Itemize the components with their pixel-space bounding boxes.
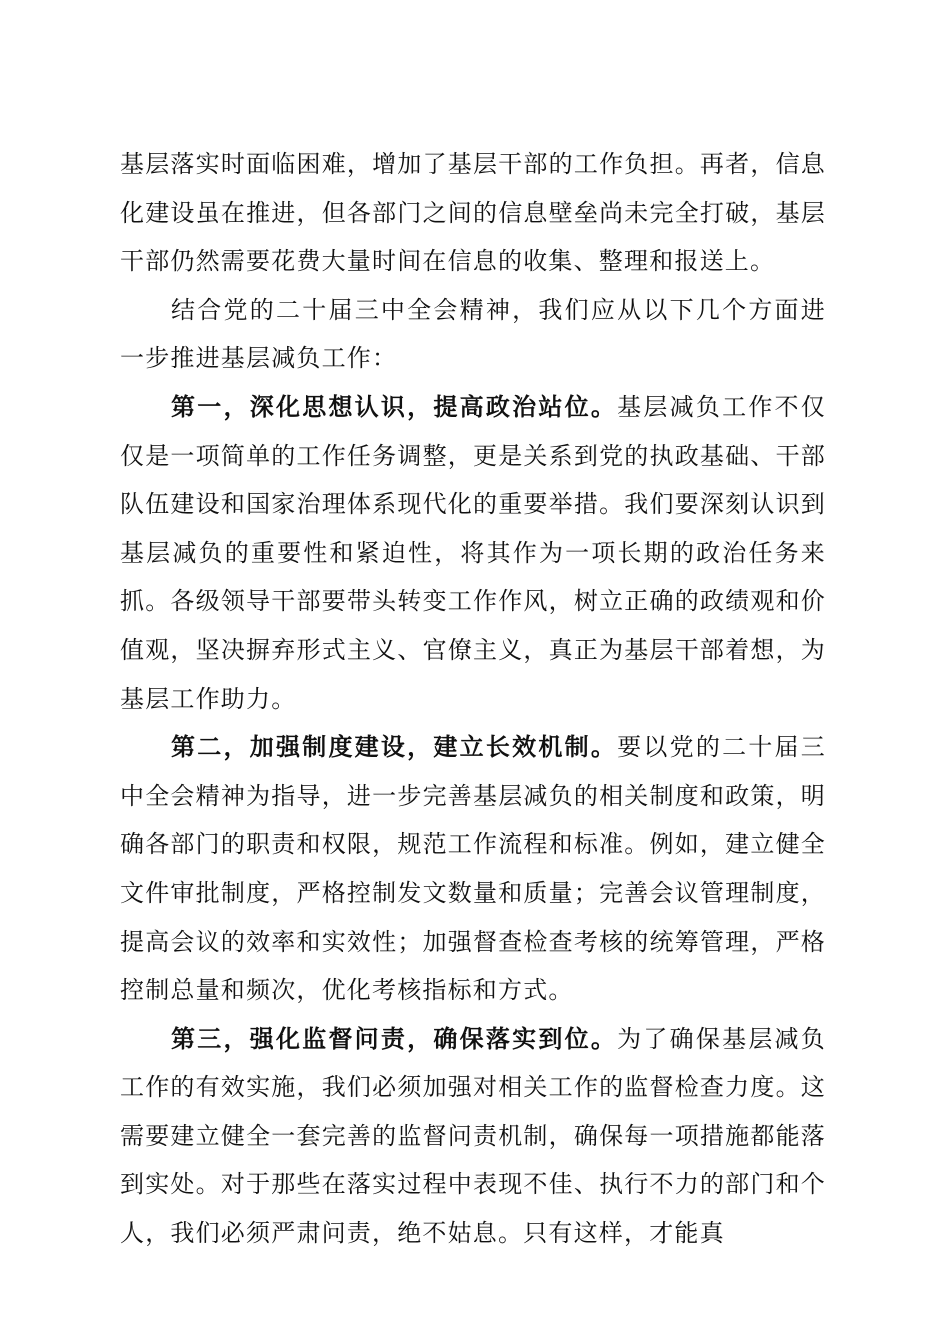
paragraph-point-three <box>120 1015 826 1258</box>
paragraph-point-two <box>120 723 826 1015</box>
paragraph-point-one <box>120 383 826 723</box>
paragraph-intro <box>120 286 826 383</box>
paragraph-text: 要以党的二十届三中全会精神为指导，进一步完善基层减负的相关制度和政策，明确各部门的职责和权限，规范工作流程和标准。例如，建立健全文件审批制度，严格控制发文数量和质量；完善会议管理制度，提高会议的效率和实效性；加强督查检查考核的统筹管理，严格控制总量和频次，优化考核指标和方式。 <box>120 733 826 1005</box>
paragraph-lead-heading: 第二，加强制度建设，建立长效机制。 <box>171 732 618 762</box>
paragraph-lead-heading: 第三，强化监督问责，确保落实到位。 <box>171 1023 618 1053</box>
paragraph-text: 基层落实时面临困难，增加了基层干部的工作负担。再者，信息化建设虽在推进，但各部门之间的信息壁垒尚未完全打破，基层干部仍然需要花费大量时间在信息的收集、整理和报送上。 <box>120 150 826 276</box>
document-page <box>120 0 826 1344</box>
paragraph-lead-heading: 第一，深化思想认识，提高政治站位。 <box>171 391 618 421</box>
paragraph-text: 结合党的二十届三中全会精神，我们应从以下几个方面进一步推进基层减负工作： <box>120 295 826 373</box>
paragraph-continuation <box>120 140 826 286</box>
paragraph-text: 基层减负工作不仅仅是一项简单的工作任务调整，更是关系到党的执政基础、干部队伍建设和国家治理体系现代化的重要举措。我们要深刻认识到基层减负的重要性和紧迫性，将其作为一项长期的政治任务来抓。各级领导干部要带头转变工作作风，树立正确的政绩观和价值观，坚决摒弃形式主义、官僚主义，真正为基层干部着想，为基层工作助力。 <box>120 392 826 713</box>
document-body <box>120 140 826 1258</box>
paragraph-text: 为了确保基层减负工作的有效实施，我们必须加强对相关工作的监督检查力度。这需要建立健全一套完善的监督问责机制，确保每一项措施都能落到实处。对于那些在落实过程中表现不佳、执行不力的部门和个人，我们必须严肃问责，绝不姑息。只有这样，才能真 <box>120 1024 826 1248</box>
